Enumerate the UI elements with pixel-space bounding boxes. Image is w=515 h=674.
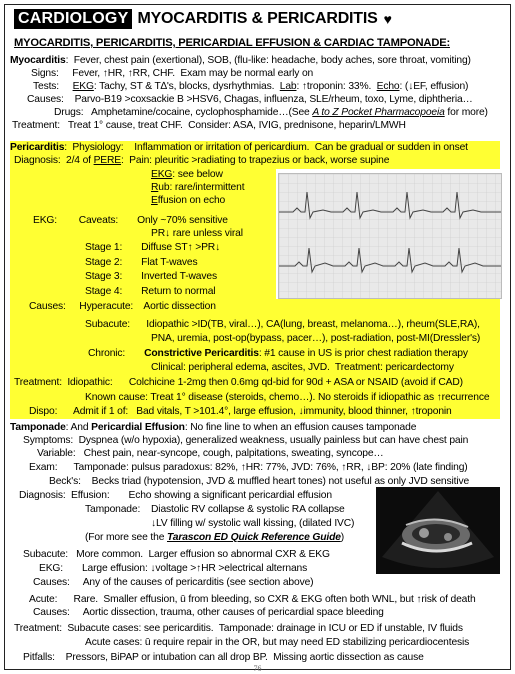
text-line xyxy=(33,214,228,227)
text-line xyxy=(33,606,384,619)
ekg-strip-graphic xyxy=(279,174,501,298)
text-segment: Subacute: More common. Larger effusion so abnormal CXR & EKG xyxy=(23,549,330,560)
text-segment: Tamponade xyxy=(10,422,66,433)
text-line xyxy=(151,227,243,240)
text-segment: Constrictive Pericarditis xyxy=(144,348,259,359)
text-segment: Causes: Parvo-B19 >coxsackie B >HSV6, Chagas, influenza, SLE/rheum, toxo, Lyme, diphtheria… xyxy=(27,94,473,105)
text-segment: ↓LV filling w/ systolic wall kissing, (dilated IVC) xyxy=(151,518,355,529)
text-segment: Stage 3: Inverted T-waves xyxy=(85,271,217,282)
text-segment: EKG xyxy=(72,81,94,92)
text-segment: PERE xyxy=(93,155,122,166)
text-line xyxy=(23,548,330,561)
text-segment: ub: rare/intermittent xyxy=(158,182,245,193)
page-title: MYOCARDITIS & PERICARDITIS xyxy=(137,10,378,27)
text-segment: Myocarditis xyxy=(10,55,66,66)
text-segment: Treatment: Treat 1° cause, treat CHF. Consider: ASA, IVIG, prednisone, heparin/LMWH xyxy=(12,120,406,131)
text-segment: Tarascon ED Quick Reference Guide xyxy=(167,532,341,543)
text-segment: Variable: Chest pain, near-syncope, cough, palpitations, sweating, syncope… xyxy=(37,448,384,459)
text-line xyxy=(85,270,217,283)
text-line xyxy=(29,300,216,313)
text-segment: Tests: xyxy=(33,81,73,92)
text-line xyxy=(10,141,468,154)
text-segment: Pericardial Effusion xyxy=(91,422,185,433)
text-segment: EKG: Large effusion: ↓voltage >↑HR >electrical alternans xyxy=(39,563,308,574)
text-segment: Tamponade: Diastolic RV collapse & systolic RA collapse xyxy=(85,504,345,515)
echo-ultrasound-graphic xyxy=(376,487,500,574)
text-line xyxy=(23,651,424,664)
text-segment: (For more see the xyxy=(85,532,167,543)
text-line xyxy=(88,347,468,360)
section-subtitle: MYOCARDITIS, PERICARDITIS, PERICARDIAL EFFUSION & CARDIAC TAMPONADE: xyxy=(14,37,450,49)
text-line xyxy=(151,194,225,207)
text-segment: for more) xyxy=(444,107,488,118)
text-segment: : Tachy, ST & T∆'s, blocks, dysrhythmias. xyxy=(93,81,280,92)
text-segment: : #1 cause in US is prior chest radiation therapy xyxy=(258,348,468,359)
text-segment: A to Z Pocket Pharmacopoeia xyxy=(312,107,445,118)
text-line xyxy=(85,241,220,254)
text-line xyxy=(151,517,354,530)
text-segment: Acute: Rare. Smaller effusion, ū from bleeding, so CXR & EKG often both WNL, but ↑risk of death xyxy=(29,594,476,605)
text-line xyxy=(29,593,476,606)
text-line xyxy=(14,376,463,389)
text-segment: EKG xyxy=(151,169,173,180)
text-line xyxy=(10,421,416,434)
text-segment: Acute cases: ū require repair in the OR, but may need ED stabilizing pericardiocentesis xyxy=(85,637,470,648)
text-line xyxy=(14,154,389,167)
heart-icon: ♥ xyxy=(383,11,392,27)
text-segment: PNA, uremia, post-op(bypass, pacer…), post-radiation, post-MI(Dressler's) xyxy=(151,333,481,344)
text-segment: : see below xyxy=(172,169,223,180)
text-segment: Pericarditis xyxy=(10,142,65,153)
text-segment: ffusion on echo xyxy=(157,195,226,206)
text-line xyxy=(85,503,345,516)
text-segment: Lab xyxy=(279,81,297,92)
text-segment: : And xyxy=(65,422,92,433)
text-line xyxy=(39,562,307,575)
text-line xyxy=(23,434,468,447)
text-segment: R xyxy=(151,182,159,193)
text-line xyxy=(12,119,406,132)
text-segment: Dispo: Admit if 1 of: Bad vitals, T >101.4°, large effusion, ↓immunity, blood thinner, ↑troponin xyxy=(29,406,452,417)
text-segment: Causes: Aortic dissection, trauma, other causes of pericardial space bleeding xyxy=(33,607,384,618)
text-line xyxy=(85,285,215,298)
text-segment: Treatment: Idiopathic: Colchicine 1-2mg then 0.6mg qd-bid for 90d + ASA or NSAID (avoid if CAD) xyxy=(14,377,463,388)
text-line xyxy=(49,475,469,488)
text-segment: Chronic: xyxy=(88,348,145,359)
text-line xyxy=(29,405,452,418)
text-segment: : (↓EF, effusion) xyxy=(399,81,469,92)
text-segment: : Physiology: Inflammation or irritation of pericardium. Can be gradual or sudden in onset xyxy=(64,142,468,153)
text-line xyxy=(151,168,223,181)
text-segment: Drugs: Amphetamine/cocaine, cyclophosphamide…(See xyxy=(54,107,313,118)
text-segment: Symptoms: Dyspnea (w/o hypoxia), generalized weakness, usually painless but can have chest pain xyxy=(23,435,469,446)
text-line xyxy=(85,256,198,269)
text-segment: : Pain: pleuritic >radiating to trapezius or back, worse supine xyxy=(121,155,390,166)
text-line xyxy=(151,332,480,345)
text-segment: : ↑troponin: 33%. xyxy=(296,81,377,92)
text-segment: Causes: Hyperacute: Aortic dissection xyxy=(29,301,216,312)
text-line xyxy=(85,391,489,404)
text-line xyxy=(19,489,332,502)
text-segment: Causes: Any of the causes of pericarditis (see section above) xyxy=(33,577,314,588)
text-segment: Beck's: Becks triad (hypotension, JVD & muffled heart tones) not useful as only JVD sensitive xyxy=(49,476,470,487)
echo-ultrasound-image xyxy=(376,487,500,574)
text-segment: Clinical: peripheral edema, ascites, JVD. Treatment: pericardectomy xyxy=(151,362,454,373)
text-segment: Echo xyxy=(376,81,400,92)
text-segment: E xyxy=(151,195,158,206)
text-segment: : Fever, chest pain (exertional), SOB, (flu-like: headache, body aches, sore throat, vomiting) xyxy=(65,55,471,66)
text-segment: Diagnosis: 2/4 of xyxy=(14,155,94,166)
text-segment: Exam: Tamponade: pulsus paradoxus: 82%, ↑HR: 77%, JVD: 76%, ↑RR, ↓BP: 20% (late finding) xyxy=(29,462,468,473)
text-line xyxy=(37,447,384,460)
text-line xyxy=(10,54,471,67)
text-line xyxy=(54,106,488,119)
text-segment: Treatment: Subacute cases: see pericarditis. Tamponade: drainage in ICU or ED if unstable, IV fluids xyxy=(14,623,463,634)
ekg-strip-image xyxy=(278,173,502,299)
text-line xyxy=(27,93,473,106)
text-line xyxy=(14,622,463,635)
text-segment: EKG: Caveats: Only ~70% sensitive xyxy=(33,215,228,226)
page-number: 76 xyxy=(253,664,262,673)
text-line xyxy=(151,181,244,194)
text-segment: Signs: Fever, ↑HR, ↑RR, CHF. Exam may be normal early on xyxy=(31,68,314,79)
text-segment: Diagnosis: Effusion: Echo showing a significant pericardial effusion xyxy=(19,490,332,501)
text-segment: Subacute: Idiopathic >ID(TB, viral…), CA(lung, breast, melanoma…), rheum(SLE,RA), xyxy=(85,319,480,330)
text-line xyxy=(29,461,468,474)
page-header xyxy=(14,7,392,31)
text-segment: Stage 1: Diffuse ST↑ >PR↓ xyxy=(85,242,221,253)
text-line xyxy=(85,531,344,544)
text-line xyxy=(33,80,468,93)
text-segment: Stage 4: Return to normal xyxy=(85,286,216,297)
text-segment: PR↓ rare unless viral xyxy=(151,228,243,239)
text-line xyxy=(85,636,469,649)
text-segment: Known cause: Treat 1° disease (steroids, chemo…). No steroids if idiopathic as ↑recurrence xyxy=(85,392,490,403)
text-segment: ) xyxy=(340,532,345,543)
text-segment: : No fine line to when an effusion causes tamponade xyxy=(184,422,417,433)
section-tag: CARDIOLOGY xyxy=(14,9,132,29)
text-line xyxy=(151,361,454,374)
text-line xyxy=(31,67,313,80)
text-segment: Stage 2: Flat T-waves xyxy=(85,257,198,268)
text-segment: Pitfalls: Pressors, BiPAP or intubation can all drop BP. Missing aortic dissection as cause xyxy=(23,652,424,663)
text-line xyxy=(33,576,313,589)
text-line xyxy=(85,318,480,331)
